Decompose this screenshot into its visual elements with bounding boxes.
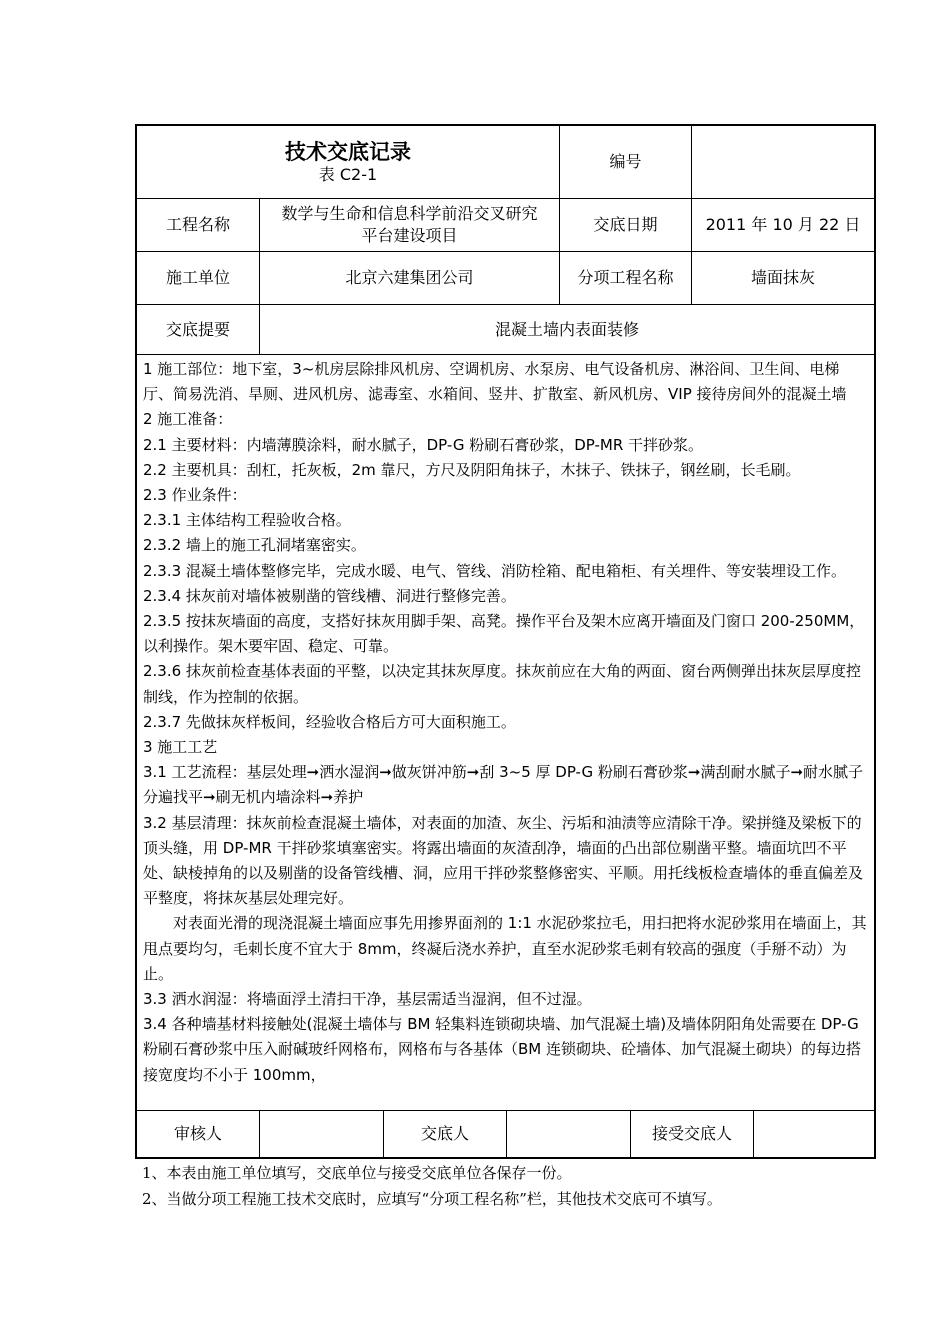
technical-briefing-form — [135, 124, 876, 1159]
subproject-label: 分项工程名称 — [560, 252, 692, 304]
content-paragraph: 2.3.2 墙上的施工孔洞堵塞密实。 — [143, 536, 366, 555]
presenter-value — [507, 1111, 631, 1157]
content-paragraph: 3.3 洒水润湿：将墙面浮土清扫干净，基层需适当湿润，但不过湿。 — [143, 990, 592, 1009]
title-row — [137, 126, 874, 199]
project-row — [137, 199, 874, 252]
summary-value: 混凝土墙内表面装修 — [494, 319, 639, 339]
signature-row — [137, 1111, 874, 1157]
contractor-row — [137, 252, 874, 305]
form-code: 表 C2-1 — [318, 165, 378, 184]
content-paragraph: 2.1 主要材料：内墙薄膜涂料，耐水腻子，DP-G 粉刷石膏砂浆，DP-MR 干拌砂浆。 — [143, 435, 704, 454]
footnotes — [142, 1160, 722, 1212]
form-title: 技术交底记录 — [285, 140, 411, 164]
reviewer-label: 审核人 — [137, 1111, 260, 1157]
content-paragraph: 3.2 基层清理：抹灰前检查混凝土墙体，对表面的加渣、灰尘、污垢和油渍等应清除干净。梁拼缝及梁板下的顶头缝，用 DP-MR 干拌砂浆填塞密实。将露出墙面的灰渣刮净，墙面的凸出部位剔凿平整。墙面坑凹不平处、缺棱掉角的以及剔凿的设备管线槽、洞，应用干拌砂浆整修密实、平顺。用托线板检查墙体的垂直偏差及平整度，将抹灰基层处理完好。 — [143, 813, 864, 908]
project-name-label: 工程名称 — [137, 199, 260, 251]
footnote: 2、当做分项工程施工技术交底时，应填写“分项工程名称”栏，其他技术交底可不填写。 — [142, 1190, 722, 1208]
receiver-value — [754, 1111, 874, 1157]
content-paragraph: 2.3 作业条件： — [143, 486, 247, 505]
content-paragraph: 2.2 主要机具：刮杠，托灰板，2m 靠尺，方尺及阴阳角抹子，木抹子、铁抹子，钢丝刷，长毛刷。 — [143, 460, 801, 479]
content-paragraph: 3.1 工艺流程：基层处理➞洒水湿润➞做灰饼冲筋➞刮 3~5 厚 DP-G 粉刷石膏砂浆➞满刮耐水腻子➞耐水腻子分遍找平➞刷无机内墙涂料➞养护 — [143, 763, 864, 807]
subproject-value: 墙面抹灰 — [750, 268, 815, 287]
content-paragraph: 3.4 各种墙基材料接触处(混凝土墙体与 BM 轻集料连锁砌块墙、加气混凝土墙)及墙体阴阳角处需要在 DP-G 粉刷石膏砂浆中压入耐碱玻纤网格布，网格布与各基体（BM 连锁砌块、砼墙体、加气混凝土砌块）的每边搭接宽度均不小于 100mm， — [143, 1015, 862, 1084]
date-label: 交底日期 — [560, 199, 692, 251]
project-name-line1: 数学与生命和信息科学前沿交叉研究 — [281, 204, 538, 223]
content-paragraph: 2.3.6 抹灰前检查基体表面的平整，以决定其抹灰厚度。抹灰前应在大角的两面、窗台两侧弹出抹灰层厚度控制线，作为控制的依据。 — [143, 662, 861, 706]
content-paragraph: 2 施工准备： — [143, 410, 233, 429]
contractor-label: 施工单位 — [137, 252, 260, 304]
content-paragraph: 2.3.3 混凝土墙体整修完毕，完成水暖、电气、管线、消防栓箱、配电箱柜、有关埋件、等安装埋设工作。 — [143, 561, 846, 580]
summary-label: 交底提要 — [137, 305, 260, 354]
content-paragraph: 1 施工部位：地下室，3~机房层除排风机房、空调机房、水泵房、电气设备机房、淋浴间、卫生间、电梯厅、简易洗消、旱厕、进风机房、滤毒室、水箱间、竖井、扩散室、新风机房、VIP 接待房间外的混凝土墙 — [143, 360, 847, 404]
footnote: 1、本表由施工单位填写，交底单位与接受交底单位各保存一份。 — [142, 1164, 572, 1182]
content-paragraph: 3 施工工艺 — [143, 738, 218, 757]
project-name-line2: 平台建设项目 — [361, 226, 458, 245]
contractor-value: 北京六建集团公司 — [260, 252, 560, 304]
content-row — [137, 355, 874, 1111]
project-name-value — [260, 199, 560, 251]
content-paragraph: 2.3.5 按抹灰墙面的高度，支搭好抹灰用脚手架、高凳。操作平台及架木应离开墙面及门窗口 200-250MM，以利操作。架木要牢固、稳定、可靠。 — [143, 612, 865, 656]
content-paragraph: 2.3.1 主体结构工程验收合格。 — [143, 511, 351, 530]
content-paragraph: 2.3.4 抹灰前对墙体被剔凿的管线槽、洞进行整修完善。 — [143, 586, 516, 605]
number-label: 编号 — [560, 126, 692, 198]
briefing-content — [137, 355, 874, 1110]
content-paragraph: 2.3.7 先做抹灰样板间，经验收合格后方可大面积施工。 — [143, 712, 516, 731]
receiver-label: 接受交底人 — [631, 1111, 754, 1157]
title-cell — [137, 126, 560, 198]
date-value: 2011 年 10 月 22 日 — [705, 215, 861, 234]
reviewer-value — [260, 1111, 384, 1157]
number-value — [692, 126, 874, 198]
content-paragraph: 对表面光滑的现浇混凝土墙面应事先用掺界面剂的 1:1 水泥砂浆拉毛，用扫把将水泥砂浆用在墙面上，其甩点要均匀，毛刺长度不宜大于 8mm，终凝后浇水养护，直至水泥砂浆毛刺有较高的强度（手掰不动）为止。 — [143, 914, 867, 983]
presenter-label: 交底人 — [384, 1111, 507, 1157]
summary-row — [137, 305, 874, 355]
